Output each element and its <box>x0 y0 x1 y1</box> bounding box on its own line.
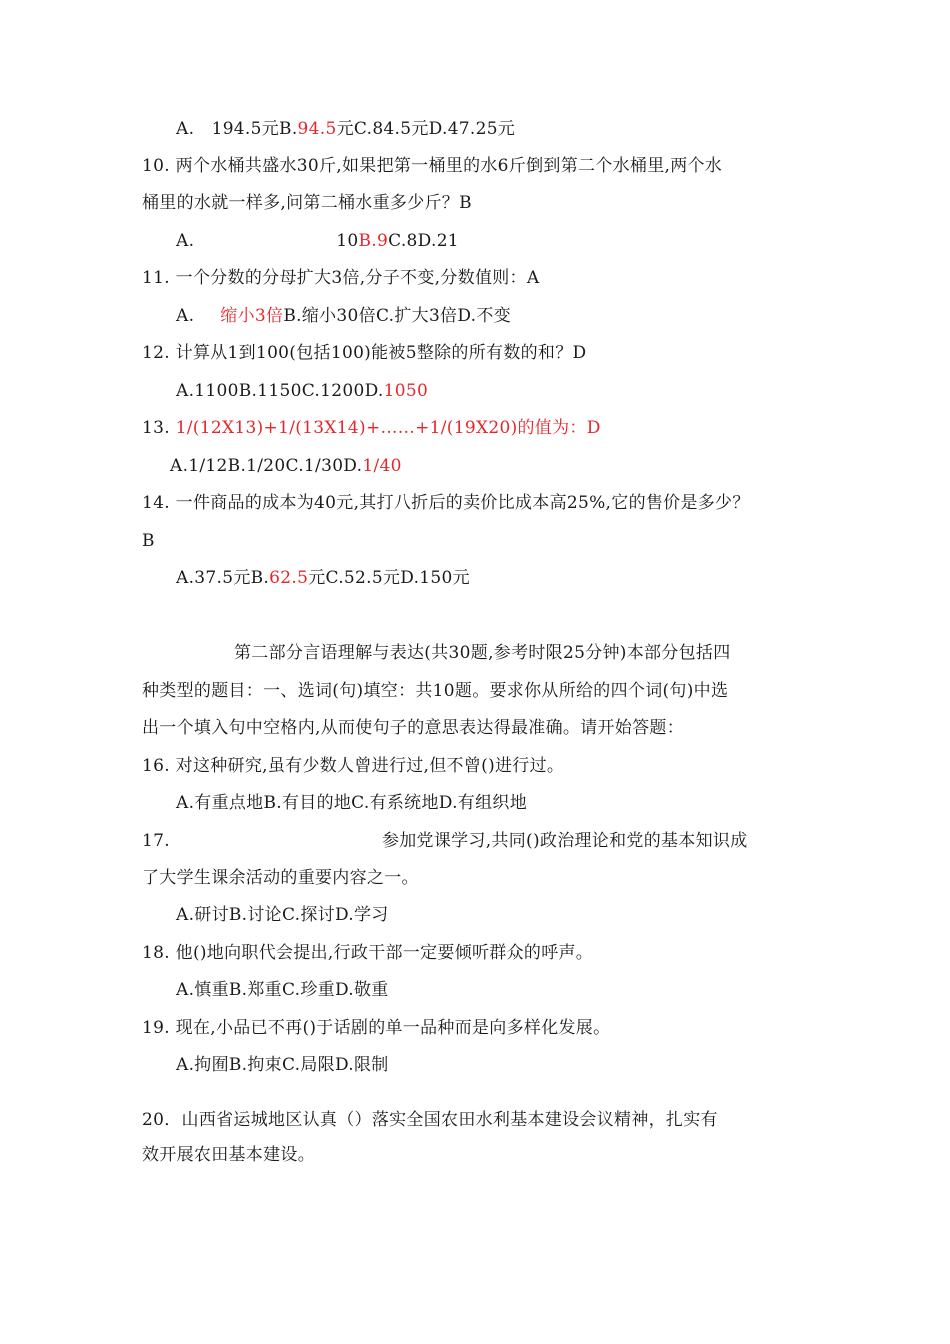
q13-number: 13. <box>142 418 170 438</box>
q13-question <box>142 416 601 440</box>
q14-options-prefix: A.37.5元B. <box>176 568 270 588</box>
q10-options <box>176 229 459 253</box>
q12-question: 12. 计算从1到100(包括100)能被5整除的所有数的和？D <box>142 343 587 363</box>
q11-answer-highlight: 缩小3倍 <box>220 306 284 326</box>
q10-answer-highlight: B.9 <box>358 231 389 251</box>
q13-options <box>170 454 402 478</box>
q17-question-line2: 了大学生课余活动的重要内容之一。 <box>142 868 419 888</box>
q13-answer-highlight: 1/40 <box>362 456 402 476</box>
q12-answer-highlight: 1050 <box>383 381 429 401</box>
q12-options <box>176 379 428 403</box>
q10-option-a-value: 10 <box>336 231 359 251</box>
q13-options-prefix: A.1/12B.1/20C.1/30D. <box>170 456 363 476</box>
q14-options <box>176 566 470 590</box>
section2-intro-line3: 出一个填入句中空格内,从而使句子的意思表达得最准确。请开始答题： <box>142 718 685 738</box>
q11-options-rest: B.缩小30倍C.扩大3倍D.不变 <box>283 306 511 326</box>
q17-question-text: 参加党课学习,共同()政治理论和党的基本知识成 <box>381 831 748 851</box>
q11-options <box>176 304 511 328</box>
q14-question-line2: B <box>142 531 155 551</box>
q9-options <box>176 117 515 141</box>
q17-number: 17. <box>142 831 170 851</box>
q18-options: A.慎重B.郑重C.珍重D.敬重 <box>176 980 389 1000</box>
q11-option-a: A. <box>176 306 195 326</box>
q14-answer-highlight: 62.5 <box>269 568 309 588</box>
section2-intro-line1: 第二部分言语理解与表达(共30题,参考时限25分钟)本部分包括四 <box>234 643 731 663</box>
q10-question-line2: 桶里的水就一样多,问第二桶水重多少斤？B <box>142 193 472 213</box>
q13-question-highlight: 1/(12X13)+1/(13X14)+……+1/(19X20)的值为：D <box>175 418 601 438</box>
q20-question-line2: 效开展农田基本建设。 <box>142 1145 315 1165</box>
q19-question: 19. 现在,小品已不再()于话剧的单一品种而是向多样化发展。 <box>142 1018 611 1038</box>
q14-question-line1: 14. 一件商品的成本为40元,其打八折后的卖价比成本高25%,它的售价是多少？ <box>142 493 750 513</box>
section2-intro-line2: 种类型的题目：一、选词(句)填空：共10题。要求你从所给的四个词(句)中选 <box>142 681 729 701</box>
q9-options-prefix: A. 194.5元B. <box>176 119 298 139</box>
q10-option-a: A. <box>176 231 195 251</box>
q16-options: A.有重点地B.有目的地C.有系统地D.有组织地 <box>176 793 528 813</box>
q17-question-line1 <box>142 829 748 853</box>
q19-options: A.拘囿B.拘束C.局限D.限制 <box>176 1055 389 1075</box>
q11-question: 11. 一个分数的分母扩大3倍,分子不变,分数值则：A <box>142 268 540 288</box>
q18-question: 18. 他()地向职代会提出,行政干部一定要倾听群众的呼声。 <box>142 943 594 963</box>
q20-question-line1: 20．山西省运城地区认真（）落实全国农田水利基本建设会议精神，扎实有 <box>142 1110 718 1130</box>
q10-options-suffix: C.8D.21 <box>388 231 459 251</box>
q10-question-line1: 10. 两个水桶共盛水30斤,如果把第一桶里的水6斤倒到第二个水桶里,两个水 <box>142 156 723 176</box>
q14-options-suffix: 元C.52.5元D.150元 <box>308 568 470 588</box>
q12-options-prefix: A.1100B.1150C.1200D. <box>176 381 384 401</box>
q16-question: 16. 对这种研究,虽有少数人曾进行过,但不曾()进行过。 <box>142 756 565 776</box>
q9-answer-highlight: 94.5 <box>297 119 337 139</box>
q17-options: A.研讨B.讨论C.探讨D.学习 <box>176 905 389 925</box>
q9-options-suffix: 元C.84.5元D.47.25元 <box>336 119 516 139</box>
